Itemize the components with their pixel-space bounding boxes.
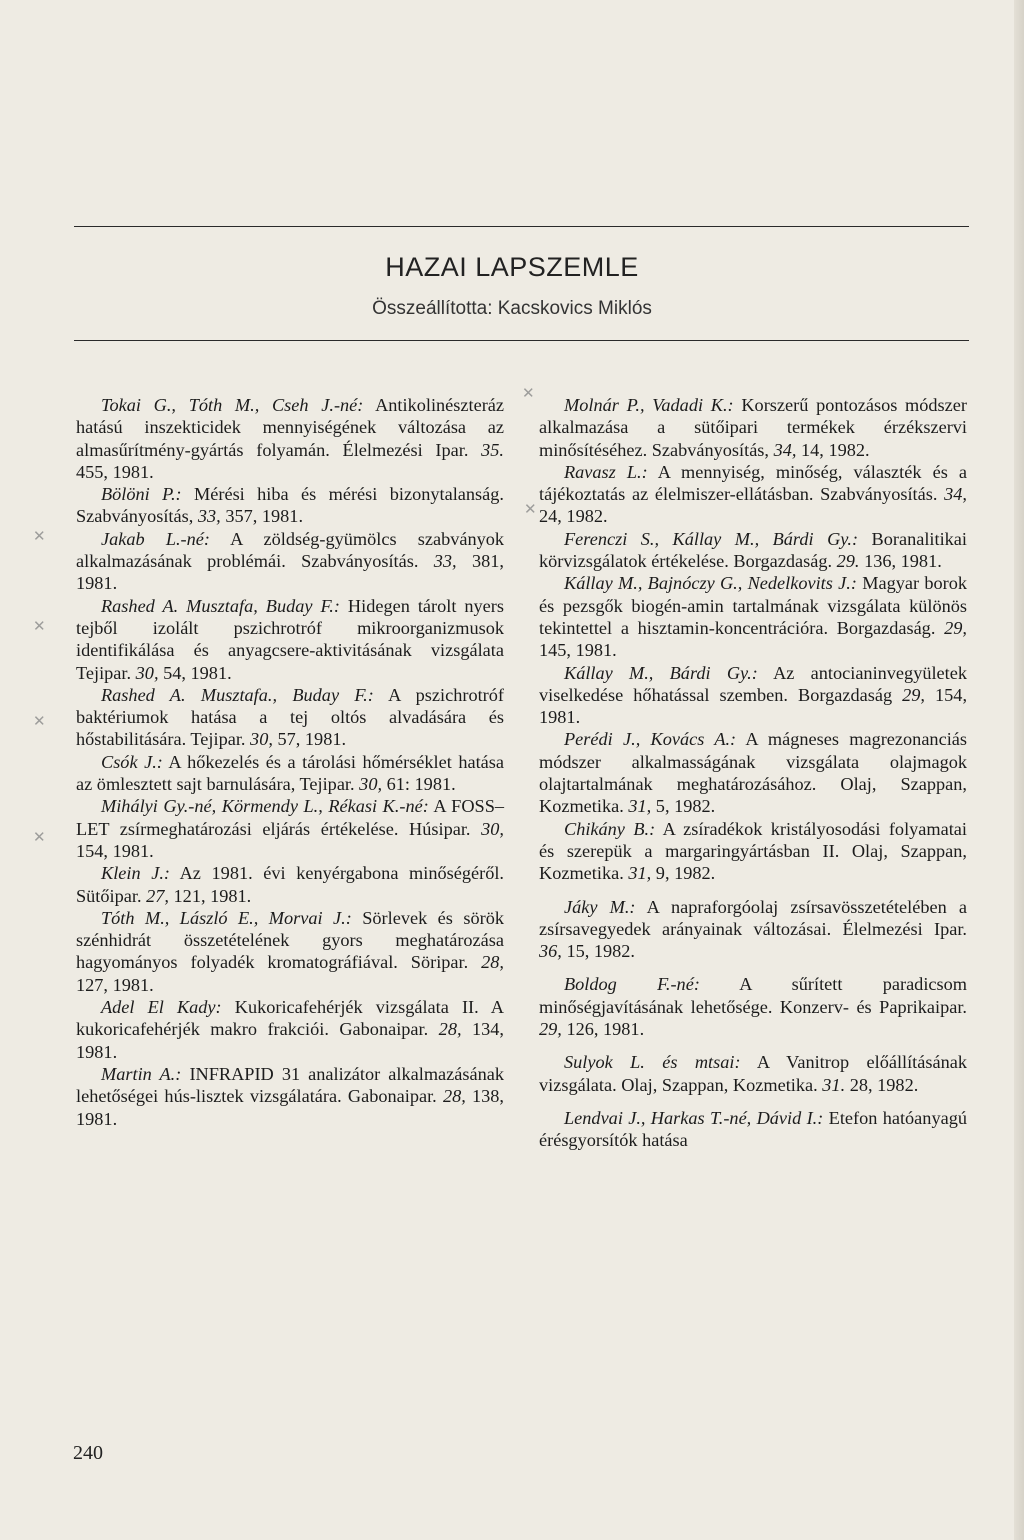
entry-authors: Rashed A. Musztafa, Buday F.:	[101, 595, 340, 616]
entry-authors: Jáky M.:	[564, 896, 636, 917]
entry-authors: Adel El Kady:	[101, 997, 222, 1018]
entry-volume: 29,	[539, 1019, 562, 1040]
entry-title: Boranalitikai körvizsgálatok értékelése. Borgazdaság.	[539, 528, 967, 572]
entry-pages-year: 455, 1981.	[76, 461, 154, 482]
entry-title: A napraforgóolaj zsírsavösszetételében a zsírsavegyedek arányainak változásai. Élelmezési Ipar.	[539, 896, 967, 939]
entry-pages-year: 15, 1982.	[566, 941, 635, 962]
bibliography-entry	[539, 973, 967, 1040]
margin-mark-icon: ✕	[522, 384, 535, 402]
bibliography-entry	[76, 1063, 504, 1130]
entry-authors: Kállay M., Bárdi Gy.:	[564, 662, 758, 683]
entry-pages-year: 126, 1981.	[566, 1019, 645, 1040]
bibliography-entry	[539, 896, 967, 963]
entry-volume: 28,	[481, 952, 504, 973]
entry-volume: 30,	[135, 662, 159, 683]
entry-pages-year: 28, 1982.	[849, 1074, 919, 1095]
entry-volume: 31,	[628, 863, 652, 884]
bibliography-entry	[76, 595, 504, 684]
page-title: HAZAI LAPSZEMLE	[385, 252, 639, 282]
entry-volume: 29,	[944, 617, 967, 638]
entry-title: A mennyiség, minőség, választék és a tájékoztatás az élelmiszer-ellátásban. Szabványosítás.	[539, 461, 968, 505]
entry-authors: Lendvai J., Harkas T.-né, Dávid I.:	[564, 1107, 824, 1128]
entry-title: Hidegen tárolt nyers tejből izolált pszichrotróf mikroorganizmusok identifikálása és anyagcsere-aktivitásának vizsgálata Tejipar.	[76, 595, 504, 683]
bibliography-entry	[76, 394, 504, 483]
page-number: 240	[73, 1442, 103, 1464]
entry-title: Az antocianinvegyületek viselkedése hőhatással szemben. Borgazdaság	[539, 662, 967, 705]
entry-authors: Tóth M., László E., Morvai J.:	[101, 907, 352, 928]
entry-pages-year: 154, 1981.	[76, 840, 154, 861]
entry-authors: Ferenczi S., Kállay M., Bárdi Gy.:	[564, 528, 859, 549]
entry-title: A FOSS–LET zsírmeghatározási eljárás értékelése. Húsipar.	[76, 796, 505, 839]
bibliography-entry	[539, 728, 967, 817]
bibliography-entry	[539, 394, 967, 461]
entry-title: A zöldség-gyümölcs szabványok alkalmazásának problémái. Szabványosítás.	[76, 528, 505, 572]
entry-title: Etefon hatóanyagú érésgyorsítók hatása	[539, 1107, 967, 1151]
entry-pages-year: 61: 1981.	[386, 774, 456, 795]
entry-authors: Jakab L.-né:	[101, 528, 210, 549]
header-rule-bottom	[74, 340, 969, 341]
entry-authors: Bölöni P.:	[101, 484, 182, 505]
entry-authors: Martin A.:	[101, 1063, 182, 1084]
entry-title: INFRAPID 31 analizátor alkalmazásának lehetőségei hús-lisztek vizsgálatára. Gabonaipar.	[76, 1063, 505, 1107]
entry-pages-year: 127, 1981.	[76, 974, 154, 995]
entry-authors: Csók J.:	[101, 751, 163, 772]
entry-title: Magyar borok és pezsgők biogén-amin tartalmának vizsgálata különös tekintettel a hisztamin-koncentrációra. Borgazdaság.	[539, 573, 967, 638]
entry-pages-year: 134, 1981.	[76, 1019, 504, 1062]
bibliography-entry	[76, 996, 504, 1063]
entry-authors: Tokai G., Tóth M., Cseh J.-né:	[101, 395, 364, 415]
entry-pages-year: 381, 1981.	[76, 551, 504, 594]
entry-volume: 30,	[250, 729, 273, 750]
entry-title: Kukoricafehérjék vizsgálata II. A kukoricafehérjék makro frakciói. Gabonaipar.	[76, 997, 504, 1040]
margin-mark-icon: ✕	[33, 527, 46, 545]
margin-mark-icon: ✕	[33, 617, 46, 635]
header-rule-top	[74, 226, 969, 227]
entry-volume: 36,	[539, 941, 562, 962]
entry-volume: 27,	[146, 885, 169, 906]
entry-title: A Vanitrop előállításának vizsgálata. Olaj, Szappan, Kozmetika.	[539, 1052, 968, 1095]
bibliography-entry	[539, 572, 967, 661]
entry-pages-year: 145, 1981.	[539, 640, 617, 661]
bibliography-entry	[76, 528, 504, 595]
entry-authors: Ravasz L.:	[564, 461, 648, 482]
entry-volume: 31.	[822, 1074, 846, 1095]
entry-volume: 30,	[481, 818, 504, 839]
entry-pages-year: 14, 1982.	[801, 439, 870, 460]
margin-mark-icon: ✕	[524, 500, 537, 518]
entry-title: A hőkezelés és a tárolási hőmérséklet hatása az ömlesztett sajt barnulására, Tejipar.	[76, 751, 505, 795]
entry-title: A pszichrotróf baktériumok hatása a tej oltós alvadására és hőstabilitására. Tejipar.	[76, 684, 504, 750]
entry-authors: Kállay M., Bajnóczy G., Nedelkovits J.:	[564, 573, 857, 594]
entry-pages-year: 357, 1981.	[225, 506, 304, 527]
bibliography-entry	[539, 528, 967, 573]
bibliography-entry	[539, 662, 967, 729]
bibliography-entry	[76, 795, 504, 862]
entry-pages-year: 5, 1982.	[655, 796, 716, 817]
entry-pages-year: 54, 1981.	[163, 662, 232, 683]
entry-title: Antikolinészteráz hatású inszekticidek mennyiségének változása az almasűrítmény-gyártás folyamán. Élelmezési Ipar.	[76, 395, 505, 460]
entry-authors: Klein J.:	[101, 863, 170, 884]
entry-pages-year: 121, 1981.	[173, 885, 252, 906]
page-edge	[1014, 0, 1024, 1540]
right-column	[539, 394, 967, 1152]
entry-volume: 28,	[442, 1086, 466, 1107]
entry-volume: 29,	[902, 684, 925, 705]
entry-volume: 33,	[197, 506, 221, 527]
bibliography-entry	[76, 907, 504, 996]
page-subtitle: Összeállította: Kacskovics Miklós	[372, 298, 652, 319]
bibliography-entry	[539, 818, 967, 885]
entry-pages-year: 154, 1981.	[539, 684, 968, 728]
entry-title: A sűrített paradicsom minőségjavításának lehetősége. Konzerv- és Paprikaipar.	[539, 974, 967, 1017]
entry-volume: 34,	[944, 484, 967, 505]
entry-title: A zsíradékok kristályosodási folyamatai és szerepük a margaringyártásban II. Olaj, Szappan, Kozmetika.	[539, 818, 968, 884]
entry-pages-year: 9, 1982.	[655, 863, 716, 884]
entry-volume: 31,	[628, 796, 652, 817]
bibliography-entry	[76, 684, 504, 751]
bibliography-entry	[539, 1051, 967, 1096]
entry-volume: 34,	[773, 439, 797, 460]
entry-pages-year: 136, 1981.	[864, 551, 942, 572]
entry-authors: Perédi J., Kovács A.:	[564, 729, 737, 750]
bibliography-entry	[76, 483, 504, 528]
entry-authors: Rashed A. Musztafa., Buday F.:	[101, 684, 374, 705]
left-column	[76, 394, 504, 1130]
entry-pages-year: 24, 1982.	[539, 506, 608, 527]
bibliography-entry	[76, 862, 504, 907]
entry-title: Az 1981. évi kenyérgabona minőségéről. Sütőipar.	[76, 863, 504, 906]
entry-authors: Mihályi Gy.-né, Körmendy L., Rékasi K.-né:	[101, 796, 429, 817]
entry-pages-year: 138, 1981.	[76, 1086, 504, 1129]
bibliography-entry	[76, 751, 504, 796]
margin-mark-icon: ✕	[33, 712, 46, 730]
entry-title: Mérési hiba és mérési bizonytalanság. Szabványosítás,	[76, 484, 504, 527]
bibliography-entry	[539, 1107, 967, 1152]
entry-volume: 30,	[359, 774, 383, 795]
entry-authors: Boldog F.-né:	[564, 974, 700, 995]
entry-authors: Molnár P., Vadadi K.:	[564, 395, 734, 415]
entry-volume: 28,	[438, 1019, 462, 1040]
entry-volume: 35.	[481, 439, 504, 460]
entry-pages-year: 57, 1981.	[277, 729, 347, 750]
entry-title: A mágneses magrezonanciás módszer alkalmasságának vizsgálata olajmagok olajtartalmának meghatározásához. Olaj, Szappan, Kozmetika.	[539, 729, 967, 817]
bibliography-entry	[539, 461, 967, 528]
entry-title: Sörlevek és sörök szénhidrát összetételének gyors meghatározása hagyományos folyadék kromatográfiával. Söripar.	[76, 907, 504, 973]
entry-authors: Chikány B.:	[564, 818, 656, 839]
margin-mark-icon: ✕	[33, 828, 46, 846]
entry-title: Korszerű pontozásos módszer alkalmazása a sütőipari termékek érzékszervi minősítéséhez. Szabványosítás,	[539, 395, 967, 460]
entry-volume: 33,	[433, 551, 457, 572]
entry-volume: 29.	[836, 551, 860, 572]
entry-authors: Sulyok L. és mtsai:	[564, 1052, 741, 1073]
